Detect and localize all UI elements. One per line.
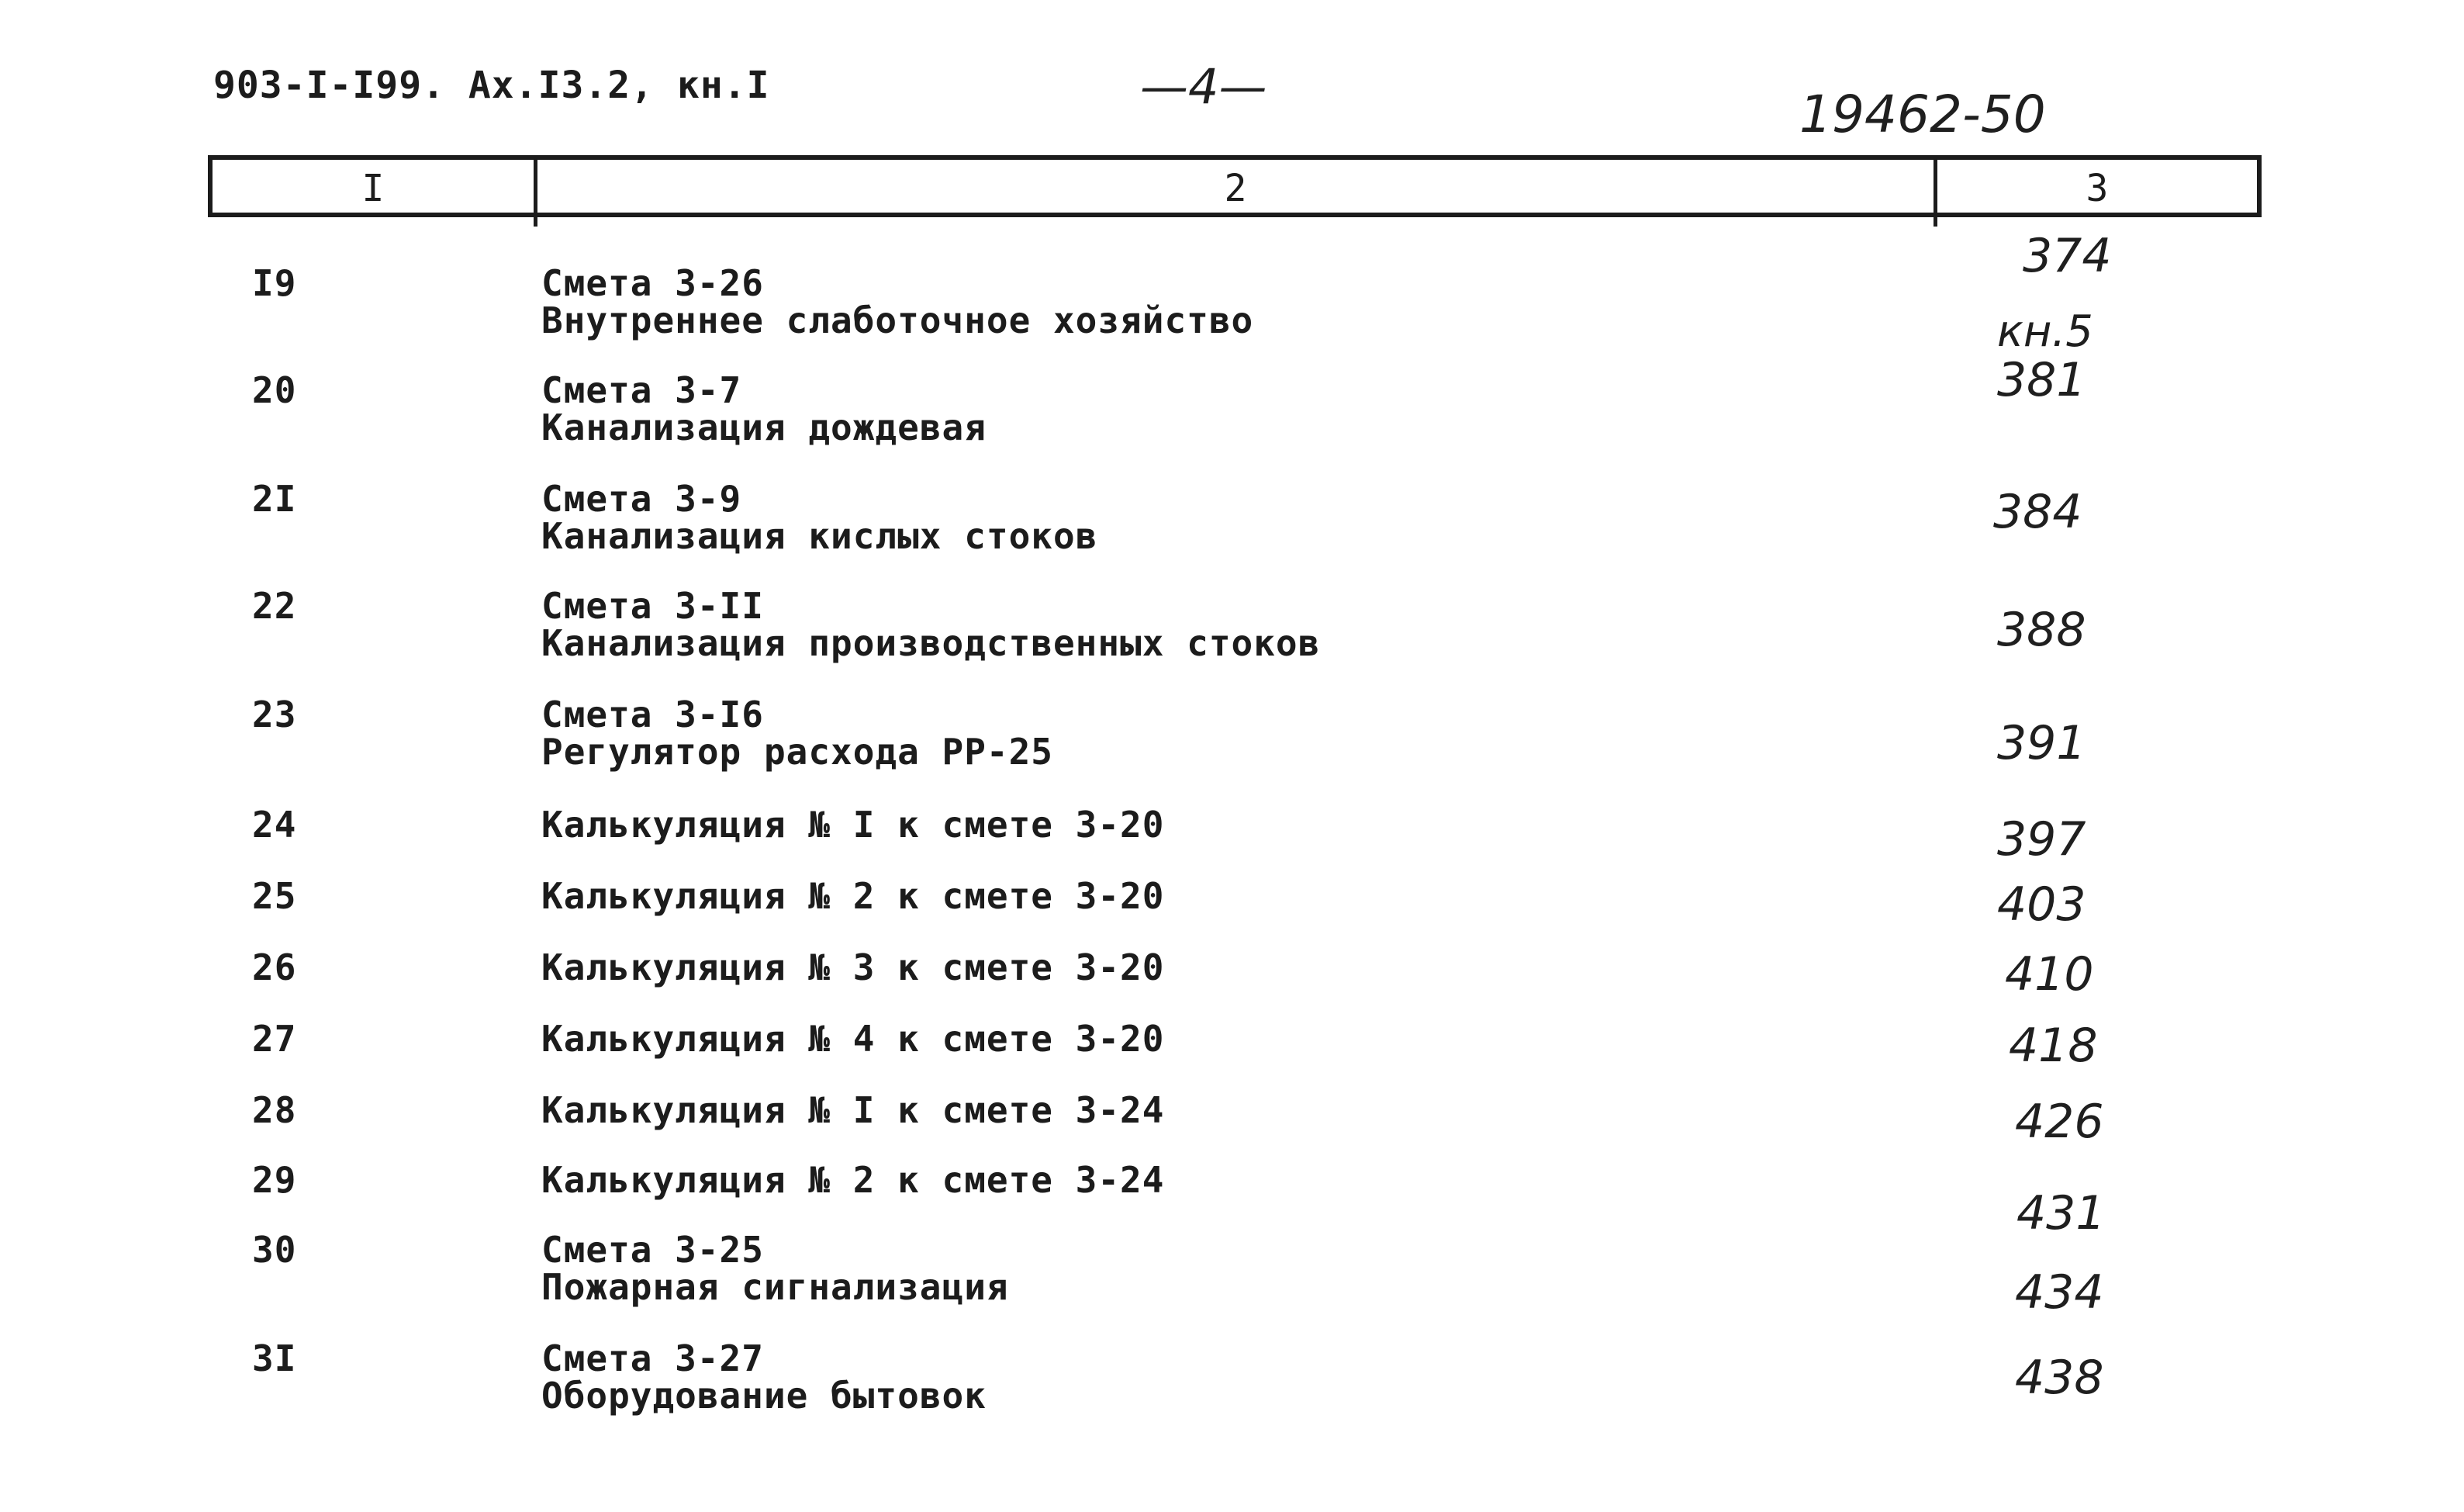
row-page: 438 bbox=[2015, 1351, 2104, 1405]
row-title: Калькуляция № 4 к смете 3-20 bbox=[541, 1018, 1165, 1060]
row-note: кн.5 bbox=[1997, 306, 2093, 357]
row-title: Калькуляция № 2 к смете 3-20 bbox=[541, 875, 1165, 917]
row-title: Смета 3-II bbox=[541, 585, 764, 627]
row-number: 30 bbox=[252, 1229, 297, 1271]
row-number: 23 bbox=[252, 694, 297, 735]
row-number: I9 bbox=[252, 262, 297, 304]
row-subtitle: Канализация кислых стоков bbox=[541, 515, 1098, 557]
row-number: 27 bbox=[252, 1018, 297, 1060]
header-right-rule bbox=[2257, 155, 2262, 217]
document-code: 903-I-I99. Ах.I3.2, кн.I bbox=[213, 64, 770, 107]
row-number: 22 bbox=[252, 585, 297, 627]
row-page: 434 bbox=[2015, 1265, 2104, 1320]
row-subtitle: Оборудование бытовок bbox=[541, 1375, 987, 1417]
row-title: Смета 3-27 bbox=[541, 1337, 764, 1379]
row-number: 24 bbox=[252, 804, 297, 846]
column-header-2: 2 bbox=[1224, 167, 1247, 210]
row-title: Смета 3-7 bbox=[541, 369, 742, 411]
page-number: —4— bbox=[1140, 58, 1267, 115]
row-number: 20 bbox=[252, 369, 297, 411]
row-page: 410 bbox=[2005, 947, 2094, 1002]
row-page: 384 bbox=[1993, 485, 2082, 539]
column-header-3: 3 bbox=[2086, 167, 2109, 210]
row-page: 388 bbox=[1997, 603, 2086, 657]
row-subtitle: Канализация производственных стоков bbox=[541, 622, 1321, 664]
row-page: 374 bbox=[2023, 229, 2112, 283]
row-title: Калькуляция № I к смете 3-24 bbox=[541, 1089, 1165, 1131]
row-page: 391 bbox=[1997, 716, 2086, 770]
row-title: Смета 3-26 bbox=[541, 262, 764, 304]
row-subtitle: Канализация дождевая bbox=[541, 407, 987, 448]
row-number: 29 bbox=[252, 1159, 297, 1201]
row-title: Калькуляция № 2 к смете 3-24 bbox=[541, 1159, 1165, 1201]
row-title: Смета 3-I6 bbox=[541, 694, 764, 735]
row-number: 3I bbox=[252, 1337, 297, 1379]
header-top-rule bbox=[208, 155, 2262, 160]
row-page: 426 bbox=[2015, 1095, 2104, 1149]
row-number: 26 bbox=[252, 946, 297, 988]
row-number: 2I bbox=[252, 478, 297, 520]
row-title: Калькуляция № I к смете 3-20 bbox=[541, 804, 1165, 846]
row-page: 381 bbox=[1997, 353, 2086, 407]
row-number: 25 bbox=[252, 875, 297, 917]
row-subtitle: Пожарная сигнализация bbox=[541, 1266, 1009, 1308]
row-subtitle: Регулятор расхода РР-25 bbox=[541, 731, 1053, 773]
row-number: 28 bbox=[252, 1089, 297, 1131]
row-page: 397 bbox=[1997, 812, 2086, 867]
row-subtitle: Внутреннее слаботочное хозяйство bbox=[541, 299, 1254, 341]
row-page: 403 bbox=[1997, 877, 2086, 932]
archive-number: 19462-50 bbox=[1799, 85, 2046, 144]
row-page: 431 bbox=[2016, 1186, 2106, 1240]
row-title: Смета 3-9 bbox=[541, 478, 742, 520]
row-page: 418 bbox=[2009, 1019, 2098, 1073]
column-header-1: I bbox=[361, 167, 385, 210]
header-bottom-rule bbox=[208, 213, 2262, 217]
row-title: Смета 3-25 bbox=[541, 1229, 764, 1271]
row-title: Калькуляция № 3 к смете 3-20 bbox=[541, 946, 1165, 988]
